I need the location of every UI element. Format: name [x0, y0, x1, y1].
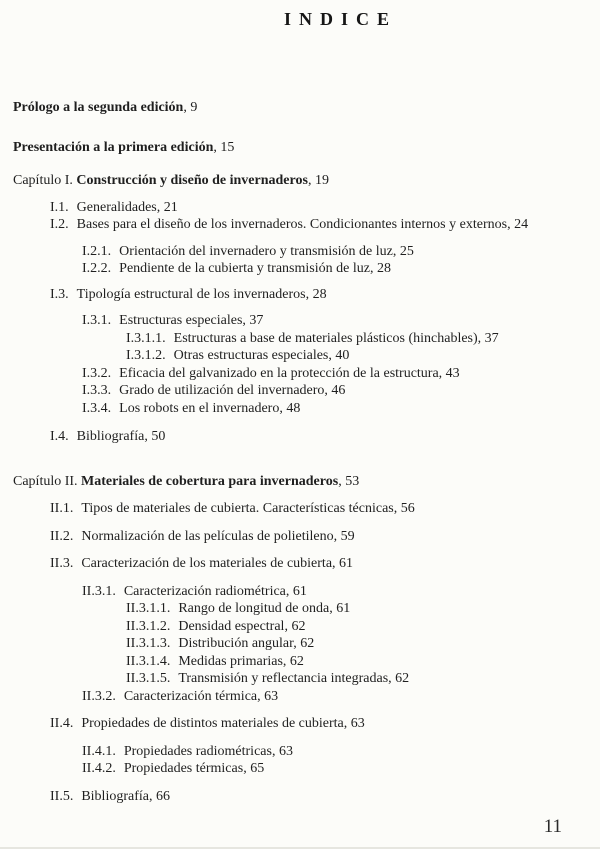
entry-number: I.1.: [50, 199, 69, 215]
entry-text: Orientación del invernadero y transmisión de luz: [119, 243, 393, 259]
chapter-title: Materiales de cobertura para invernaderos: [81, 473, 339, 489]
entry-number: I.4.: [50, 429, 69, 444]
chapter-title: Construcción y diseño de invernaderos: [76, 173, 308, 188]
entry-text: Los robots en el invernadero: [119, 400, 280, 416]
entry-text: Prólogo a la segunda edición: [13, 100, 184, 115]
toc-entry: [13, 400, 592, 418]
entry-page: , 9: [183, 100, 197, 115]
toc-entry: [13, 500, 592, 518]
toc-entry: [13, 555, 592, 573]
entry-number: I.3.4.: [82, 400, 112, 416]
toc-entry: [13, 670, 592, 688]
entry-text: Rango de longitud de onda: [178, 601, 330, 616]
page-title: INDICE: [284, 9, 398, 29]
page-number: 11: [543, 816, 562, 837]
entry-page: , 63: [344, 716, 365, 731]
entry-text: Transmisión y reflectancia integradas: [178, 671, 389, 686]
entry-page: , 48: [279, 401, 300, 416]
entry-page: , 63: [272, 744, 293, 759]
entry-text: Medidas primarias: [178, 653, 283, 669]
entry-text: Caracterización térmica: [123, 688, 258, 704]
entry-text: Bibliografía: [76, 429, 145, 444]
toc-entry: [13, 635, 592, 653]
entry-page: , 50: [144, 429, 165, 444]
entry-number: II.4.: [50, 716, 74, 731]
entry-text: Caracterización de los materiales de cubierta: [81, 556, 333, 571]
toc-entry: [13, 216, 592, 234]
entry-page: , 28: [306, 287, 327, 302]
entry-number: II.3.: [50, 556, 74, 571]
entry-number: I.3.: [50, 286, 69, 302]
toc-entry: [13, 583, 592, 601]
entry-page: , 62: [284, 619, 305, 634]
entry-page: , 37: [242, 313, 263, 328]
entry-text: Bases para el diseño de los invernaderos. Condicionantes internos y externos: [76, 217, 508, 232]
entry-text: Pendiente de la cubierta y transmisión de luz: [119, 261, 370, 276]
entry-text: Caracterización radiométrica: [123, 583, 286, 599]
toc-entry: [13, 788, 592, 806]
entry-page: , 21: [157, 200, 178, 215]
entry-page: , 65: [243, 761, 264, 776]
entry-page: , 28: [370, 261, 391, 276]
toc-entry: [13, 743, 592, 761]
entry-page: , 25: [393, 244, 414, 259]
entry-number: I.2.: [50, 217, 69, 232]
entry-number: II.4.2.: [82, 761, 116, 776]
toc-entry: [13, 260, 592, 278]
entry-number: I.3.1.1.: [126, 330, 166, 346]
entry-number: II.5.: [50, 788, 74, 804]
entry-text: Tipología estructural de los invernaderos: [76, 286, 306, 302]
toc-entry: [13, 653, 592, 671]
chapter-prefix: Capítulo I.: [13, 173, 73, 188]
entry-number: I.2.1.: [82, 243, 112, 259]
entry-page: , 15: [213, 140, 234, 155]
entry-page: , 37: [478, 331, 499, 346]
entry-text: Propiedades radiométricas: [123, 743, 272, 759]
entry-page: , 61: [332, 556, 353, 571]
toc-entry: [13, 312, 592, 330]
toc-entry: [13, 688, 592, 706]
entry-page: , 62: [283, 654, 304, 669]
entry-number: II.2.: [50, 528, 74, 544]
entry-page: , 46: [324, 383, 345, 398]
toc-entry: [13, 243, 592, 261]
entry-number: II.4.1.: [82, 743, 116, 759]
entry-text: Normalización de las películas de polietileno: [81, 528, 334, 544]
entry-text: Distribución angular: [178, 636, 294, 651]
entry-text: Eficacia del galvanizado en la protección de la estructura: [119, 365, 439, 381]
toc-entry: [13, 428, 592, 446]
entry-text: Generalidades: [76, 199, 157, 215]
toc-entry: [13, 382, 592, 400]
entry-page: , 66: [149, 789, 170, 804]
entry-text: Otras estructuras especiales: [173, 348, 329, 363]
entry-text: Densidad espectral: [178, 618, 285, 634]
entry-number: I.3.1.2.: [126, 348, 166, 363]
entry-page: , 40: [328, 348, 349, 363]
entry-page: , 62: [388, 671, 409, 686]
entry-page: , 62: [293, 636, 314, 651]
entry-number: I.3.3.: [82, 383, 112, 398]
chapter-prefix: Capítulo II.: [13, 473, 78, 489]
entry-page: , 53: [338, 474, 359, 489]
entry-page: , 56: [394, 501, 415, 516]
entry-page: , 19: [308, 173, 329, 188]
entry-text: Grado de utilización del invernadero: [119, 383, 325, 398]
toc-entry: [13, 528, 592, 546]
entry-text: Propiedades térmicas: [123, 761, 244, 776]
toc-entry: [13, 330, 592, 348]
toc-entry: [13, 600, 592, 618]
toc-entry: [13, 347, 592, 365]
entry-text: Estructuras especiales: [119, 313, 243, 328]
toc-entry: [13, 365, 592, 383]
entry-text: Presentación a la primera edición: [13, 139, 214, 155]
entry-number: II.3.1.3.: [126, 636, 171, 651]
entry-page: , 24: [507, 217, 528, 232]
entry-page: , 43: [439, 366, 460, 381]
entry-page: , 63: [257, 689, 278, 704]
entry-number: II.3.1.2.: [126, 618, 171, 634]
toc-entry: [13, 618, 592, 636]
entry-number: I.2.2.: [82, 261, 112, 276]
entry-number: I.3.2.: [82, 365, 112, 381]
toc-entry: [13, 715, 592, 733]
toc-entry-chapter: [13, 473, 592, 491]
entry-text: Tipos de materiales de cubierta. Características técnicas: [81, 501, 394, 516]
entry-page: , 59: [334, 529, 355, 544]
entry-number: II.1.: [50, 501, 74, 516]
entry-page: , 61: [286, 584, 307, 599]
entry-number: II.3.1.1.: [126, 601, 171, 616]
toc-entry: [13, 199, 592, 217]
entry-number: I.3.1.: [82, 313, 112, 328]
entry-text: Bibliografía: [81, 788, 149, 804]
toc-entry: [13, 139, 592, 157]
entry-text: Propiedades de distintos materiales de cubierta: [81, 716, 344, 731]
toc-entry: [13, 99, 592, 117]
entry-text: Estructuras a base de materiales plásticos (hinchables): [173, 330, 478, 346]
toc-entry: [13, 760, 592, 778]
entry-number: II.3.1.: [82, 583, 116, 599]
toc-entry: [13, 286, 592, 304]
toc-entry-chapter: [13, 172, 592, 190]
entry-number: II.3.2.: [82, 688, 116, 704]
entry-number: II.3.1.4.: [126, 653, 171, 669]
entry-number: II.3.1.5.: [126, 671, 171, 686]
entry-page: , 61: [329, 601, 350, 616]
